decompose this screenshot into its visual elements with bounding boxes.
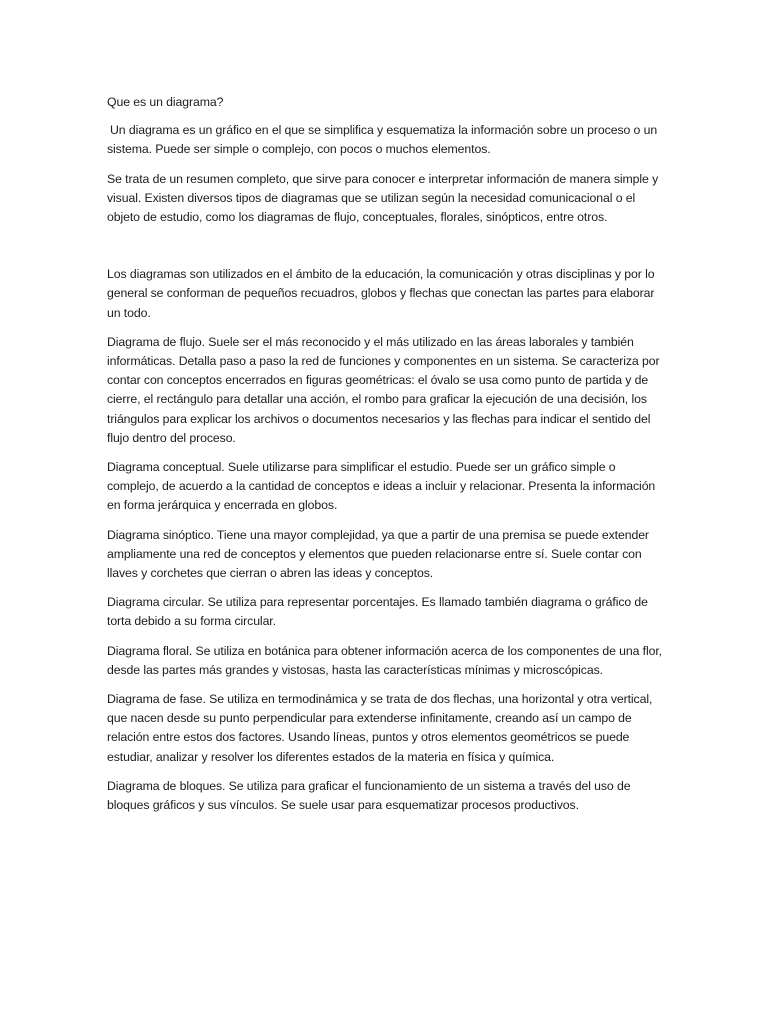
paragraph-usage: Los diagramas son utilizados en el ámbito de la educación, la comunicación y otras disciplinas y por lo general se conforman de pequeños recuadros, globos y flechas que conectan las partes para elaborar un todo. (107, 267, 655, 320)
paragraph-definition: Un diagrama es un gráfico en el que se simplifica y esquematiza la información sobre un proceso o un sistema. Puede ser simple o complejo, con pocos o muchos elementos. (107, 123, 658, 157)
paragraph-floral-diagram: Diagrama floral. Se utiliza en botánica para obtener información acerca de los componentes de una flor, desde las partes más grandes y vistosas, hasta las características mínimas y microscópicas. (107, 643, 663, 677)
paragraph-block-diagram: Diagrama de bloques. Se utiliza para graficar el funcionamiento de un sistema a través del uso de bloques gráficos y sus vínculos. Se suele usar para esquematizar procesos productivos. (107, 778, 631, 813)
paragraph-flow-diagram: Diagrama de flujo. Suele ser el más reconocido y el más utilizado en las áreas laborales y también informáticas. Detalla paso a paso la red de funciones y componentes en un sistema. Se caracteriza por contar con conceptos encerrados en figuras geométricas: el óvalo se usa como punto de partida y de cierre, el rectángulo para detallar una acción, el rombo para graficar la ejecución de una decisión, los triángulos para explicar los archivos o documentos necesarios y las flechas para indicar el sentido del flujo dentro del proceso. (107, 334, 660, 445)
blank-line (107, 237, 663, 265)
paragraph-summary: Se trata de un resumen completo, que sirve para conocer e interpretar información de manera simple y visual. Existen diversos tipos de diagramas que se utilizan según la necesidad comunicacional o el objeto de estudio, como los diagramas de flujo, conceptuales, florales, sinópticos, entre otros. (107, 171, 659, 225)
document-body (107, 93, 663, 825)
paragraph-circular-diagram: Diagrama circular. Se utiliza para representar porcentajes. Es llamado también diagrama o gráfico de torta debido a su forma circular. (107, 595, 648, 629)
paragraph-phase-diagram: Diagrama de fase. Se utiliza en termodinámica y se trata de dos flechas, una horizontal y otra vertical, que nacen desde su punto perpendicular para extenderse infinitamente, creando así un campo de relación entre estos dos factores. Usando líneas, puntos y otros elementos geométricos se puede estudiar, analizar y resolver los diferentes estados de la materia en física y química. (107, 692, 653, 764)
paragraph-conceptual-diagram: Diagrama conceptual. Suele utilizarse para simplificar el estudio. Puede ser un gráfico simple o complejo, de acuerdo a la cantidad de conceptos e ideas a incluir y relacionar. Presenta la información en forma jerárquica y encerrada en globos. (107, 460, 656, 513)
paragraph-synoptic-diagram: Diagrama sinóptico. Tiene una mayor complejidad, ya que a partir de una premisa se puede extender ampliamente una red de conceptos y elementos que pueden relacionarse entre sí. Suele contar con llaves y corchetes que cierran o abren las ideas y conceptos. (107, 527, 649, 581)
document-title: Que es un diagrama? (107, 95, 224, 109)
